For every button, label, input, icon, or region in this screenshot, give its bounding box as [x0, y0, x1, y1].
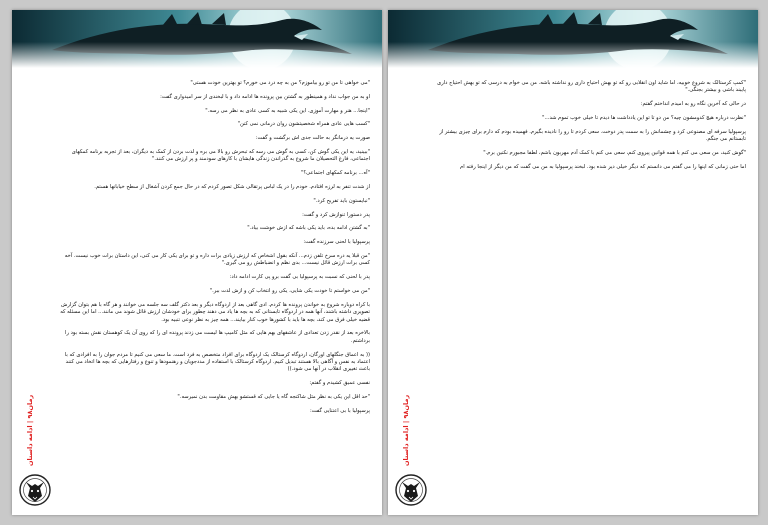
paragraph: پرسپولیا با لحنی سرزنده گفت: — [303, 239, 370, 246]
document-body-text — [432, 80, 746, 503]
paragraph: پرسپولیا سرفه ای مصنوعی کرد و چشمانش را به سمت پدر دوخت. سعی کردم تا رو را نادیده بگیرم. فهمیده بودم که دارم برای چیزی بیشتر از تابستانم می جنگم. — [439, 128, 746, 143]
document-body-text — [56, 80, 370, 503]
paragraph: "من می خواستم تا خودت یکی شایی، یکی رو انتخاب کن و ازش لذت ببر." — [209, 287, 370, 294]
paragraph: "نظرت درباره هیچ کدومشون چیه؟ من دو تا تو این یادداشت ها دیدم تا خیلی خوب تموم شد..." — [542, 115, 746, 121]
paragraph: "من قبلا یه دره سرخ تلفن زدم... آنکه بقول اشخاص که ارزش زیادی برات داره و تو برای یکی کار می کنی، این داستان برات خوب نیست. آخه کسی برات ارزش قائل نیست... بدی نظم و انضباطش رو می گیری." — [64, 252, 370, 267]
paragraph: بالاخره بعد از نقدر زدن تعدادی از عاشقهای بهم هایی که مثل کامیپ ها لیست می زدند پرونده ای را که روی آن یک کوهستان نقش بسته بود را برداشتم. — [65, 330, 370, 344]
paragraph: از شدت تنفر به لرزه افتادم. خودم را در یک لباس پرتقالی شکل تصور کردم که در حال جمع کردن آشغال از سطح خیابانها هستم. — [94, 183, 370, 190]
paragraph: "ببینید، یه این یکی گوش کن، کسی به گوش می رسه که تبحرش رو بالا می بره و لذت بردن از کمک به دیگران، بعد از تجربه برنامه کمکهای اجتماعی، فارغ التحصیلان ما شروع به گذراندن زندگی هایشان با کارهای سودمند و پر ارزش می کنند." — [71, 148, 370, 163]
paragraph: "نبایستون باید تفریح کرد." — [313, 197, 370, 204]
paragraph: (( به اعماق جنگلهای اورگان، اردوگاه کرستالک یک اردوگاه برای افراد متخصص به فرد است. ما سعی می کنیم تا مردم جوان را به افرادی که با اعتماد به نفس و آگاهی بالا هستند تبدیل کنیم. اردوگاه کرستالک با استفاده از مددجویان و رهنمودها و تنوع و رفتارهایی که بچه ها اتخاذ می کنند باعث تغییری انقلاب در آنها می شود.)) — [64, 351, 370, 373]
wolf-medallion-icon — [394, 472, 428, 508]
paragraph: "اینجا... هنر و مهارت آموزی. این یکی شبیه به کسی عادی به نظر می رسه." — [205, 107, 370, 114]
paragraph: "آه... برنامه کمکهای اجتماعی؟" — [300, 170, 370, 177]
document-page-right — [388, 10, 758, 515]
paragraph: "می خواهی تا من تو رو بیاموزم؟ من به چه درد می خورم؟ تو بهترین خودت هستی" — [190, 80, 370, 86]
paragraph: "گوش کنید، من سعی می کنم با همه قوانین پیروی کنم، سعی می کنم با کمک آدم مهربون باشم، لطفا مجبورم نکنین برم." — [483, 150, 746, 156]
paragraph: او به من جواب نداد و همینطور به گشتن بین پرونده ها ادامه داد و با لبخندی از سر امیدواری گفت: — [160, 93, 370, 100]
document-page-left — [12, 10, 382, 515]
paragraph: پدر با لحنی که نسبت به پرسپولیا بی گفت برو پی کارت ادامه داد: — [229, 274, 370, 281]
paragraph: پدر دستورا تنوازش کرد و گفت: — [302, 211, 370, 218]
paragraph: نفسی عمیق کشیدم و گفتم: — [309, 380, 370, 387]
header-banner-image — [12, 10, 382, 68]
paragraph: اما حتی زمانی که اینها را می گفتم می دانستم که دیگر خیلی دیر شده بود. لبخند پرسپولیا به من می گفت که من دیگر از اینجا رفته ام — [460, 163, 746, 170]
paragraph: در حالی که آخرین نگاه رو به امیدم انداختم گفتم: — [640, 101, 746, 108]
paragraph: پرسپولیا با بی اعتنایی گفت: — [310, 407, 370, 414]
paragraph: "کسب هایی عادی همراه شخصیتشون روان درمانی نمی کنن" — [237, 121, 370, 128]
dragon-banner-icon — [388, 10, 758, 68]
paragraph: "کمپ کرستالک به شروع خوبیه، اما شاید اون انقلابی رو که تو بهش احتیاج داری رو نداشته باشه. من می خوام به درسی که تو بهش احتیاج داری پایبند باشی و بیشتر بجنگی." — [437, 80, 746, 94]
side-caption: رمان۹۸ | ادامه داستان — [26, 394, 34, 466]
dragon-banner-icon — [12, 10, 382, 68]
paragraph: صورت یه درمانگر به حالت جدی اش برگشت و گفت: — [255, 135, 370, 142]
side-caption: رمان۹۸ | ادامه داستان — [402, 394, 410, 466]
paragraph: "حد اقل این یکی به نظر مثل شاکنجه گاه یا جایی که قستشو بهش مقاومت بدن نمیرسه." — [177, 393, 370, 400]
wolf-medallion-icon — [18, 472, 52, 508]
paragraph: "به گشتن ادامه بده، باید یکی باشه که ازش خوشت بیاد." — [247, 225, 370, 232]
paragraph: با کراه دوباره شروع به خواندن پرونده ها کردم. ادی گاهی بعد از اردوگاه دیگر و بعد دکتر گلف سه جلسه می خوانند و هر گاه با هم بتوان گزارش تصویری داشته باشند، آنها همه در اردوگاه تابستانی که به بچه ها یاد می دهند چطور برای خودشان ارزش قائل شوند می مانند... اما این مسئله که قضیه خیلی فرق می کند، بچه ها باید با کشورها خوب کنار بیایند... همه چیز به نظر نوعی تنبیه بود. — [60, 301, 370, 323]
header-banner-image — [388, 10, 758, 68]
